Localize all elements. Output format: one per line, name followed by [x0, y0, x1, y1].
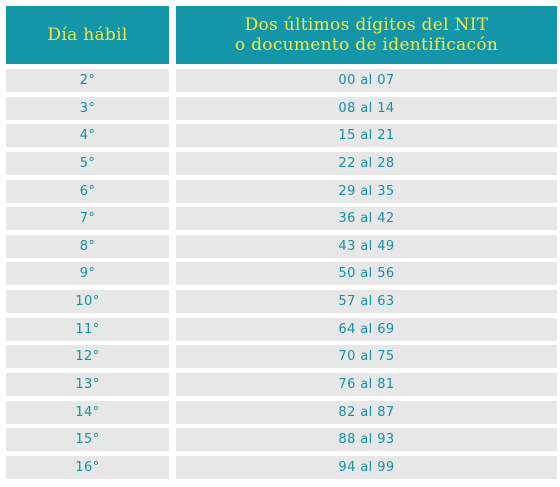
- table-row: [6, 235, 557, 258]
- range-cell: 94 al 99: [176, 456, 557, 479]
- day-cell: 11°: [6, 318, 169, 341]
- table-row: [6, 124, 557, 147]
- range-cell: 76 al 81: [176, 373, 557, 396]
- table-body: [6, 69, 557, 479]
- table-row: [6, 428, 557, 451]
- day-cell: 16°: [6, 456, 169, 479]
- day-cell: 5°: [6, 152, 169, 175]
- range-cell: 57 al 63: [176, 290, 557, 313]
- table-row: [6, 180, 557, 203]
- table-row: [6, 69, 557, 92]
- table-row: [6, 318, 557, 341]
- table-row: [6, 456, 557, 479]
- day-cell: 3°: [6, 97, 169, 120]
- day-cell: 2°: [6, 69, 169, 92]
- day-cell: 6°: [6, 180, 169, 203]
- day-cell: 8°: [6, 235, 169, 258]
- range-cell: 15 al 21: [176, 124, 557, 147]
- range-cell: 08 al 14: [176, 97, 557, 120]
- range-cell: 36 al 42: [176, 207, 557, 230]
- range-cell: 50 al 56: [176, 262, 557, 285]
- range-cell: 64 al 69: [176, 318, 557, 341]
- day-cell: 15°: [6, 428, 169, 451]
- range-cell: 00 al 07: [176, 69, 557, 92]
- range-cell: 70 al 75: [176, 345, 557, 368]
- table-row: [6, 290, 557, 313]
- day-cell: 14°: [6, 401, 169, 424]
- schedule-table: [6, 6, 557, 484]
- range-cell: 43 al 49: [176, 235, 557, 258]
- table-header: [6, 6, 557, 64]
- header-dia-habil: [6, 6, 169, 64]
- header-digitos-line2: o documento de identificacón: [234, 35, 499, 55]
- table-row: [6, 207, 557, 230]
- range-cell: 29 al 35: [176, 180, 557, 203]
- day-cell: 7°: [6, 207, 169, 230]
- table-row: [6, 97, 557, 120]
- header-dia-habil-label: Día hábil: [47, 25, 128, 45]
- range-cell: 82 al 87: [176, 401, 557, 424]
- header-digitos-line1: Dos últimos dígitos del NIT: [244, 15, 489, 35]
- day-cell: 9°: [6, 262, 169, 285]
- day-cell: 10°: [6, 290, 169, 313]
- table-row: [6, 401, 557, 424]
- table-row: [6, 152, 557, 175]
- table-row: [6, 373, 557, 396]
- day-cell: 12°: [6, 345, 169, 368]
- day-cell: 13°: [6, 373, 169, 396]
- range-cell: 22 al 28: [176, 152, 557, 175]
- header-digitos-nit: [176, 6, 557, 64]
- day-cell: 4°: [6, 124, 169, 147]
- table-row: [6, 262, 557, 285]
- range-cell: 88 al 93: [176, 428, 557, 451]
- table-row: [6, 345, 557, 368]
